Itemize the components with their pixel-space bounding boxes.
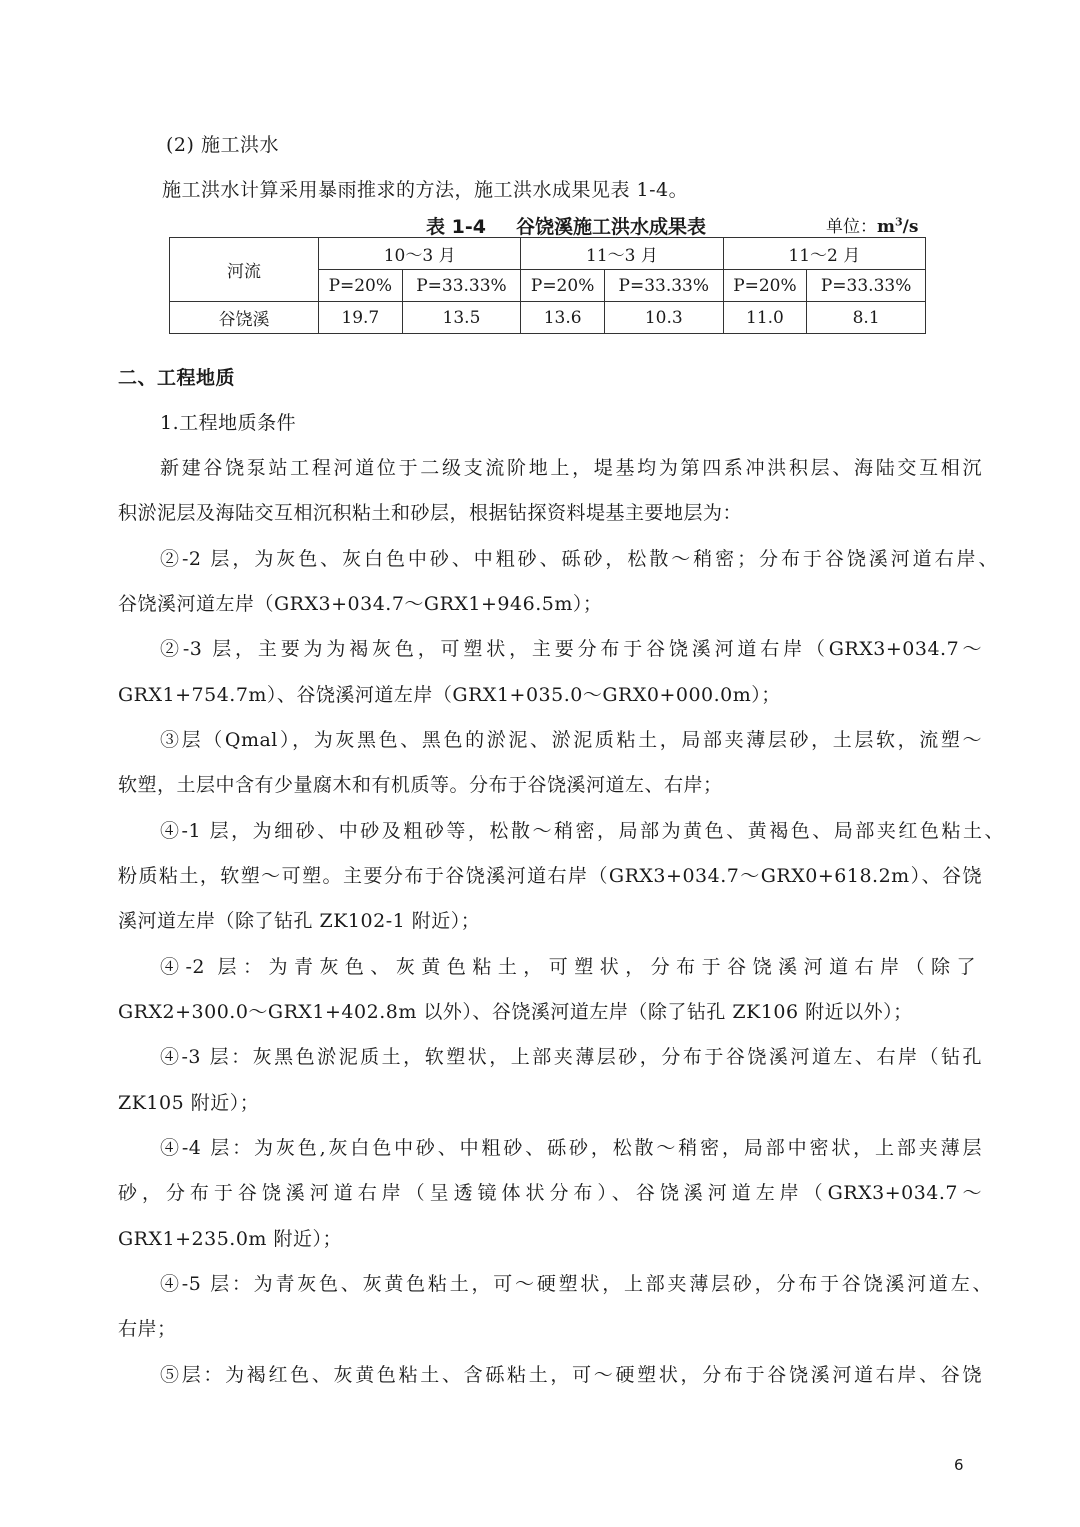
unit-value: m — [877, 217, 895, 237]
unit-sup: 3 — [895, 215, 903, 229]
flood-table — [169, 237, 926, 334]
flood-heading: (2) 施工洪水 — [166, 134, 279, 156]
value-cell: 8.1 — [807, 302, 926, 334]
frequency-header: P=20% — [723, 270, 807, 302]
value-cell: 19.7 — [319, 302, 403, 334]
river-header: 河流 — [170, 238, 319, 302]
flood-description: 施工洪水计算采用暴雨推求的方法，施工洪水成果见表 1-4。 — [162, 179, 689, 201]
body-line: ②-3 层，主要为为褐灰色，可塑状，主要分布于谷饶溪河道右岸（GRX3+034.7～ — [160, 638, 982, 660]
section-heading: 二、工程地质 — [118, 367, 236, 389]
body-line: 积淤泥层及海陆交互相沉积粘土和砂层，根据钻探资料堤基主要地层为： — [118, 502, 743, 524]
body-line: ③层（Qmal），为灰黑色、黑色的淤泥、淤泥质粘土，局部夹薄层砂，土层软，流塑～ — [160, 729, 982, 751]
body-line: GRX1+235.0m 附近）； — [118, 1228, 342, 1250]
period-header: 10～3 月 — [319, 238, 521, 270]
unit-label: 单位： — [826, 217, 877, 237]
unit-tail: /s — [902, 217, 919, 237]
body-line: ⑤层：为褐红色、灰黄色粘土、含砾粘土，可～硬塑状，分布于谷饶溪河道右岸、谷饶 — [160, 1364, 982, 1386]
body-line: 谷饶溪河道左岸（GRX3+034.7～GRX1+946.5m）； — [118, 593, 603, 615]
body-line: ④-1 层，为细砂、中砂及粗砂等，松散～稍密，局部为黄色、黄褐色、局部夹红色粘土、 — [160, 820, 1004, 842]
body-line: 砂，分布于谷饶溪河道右岸（呈透镜体状分布）、谷饶溪河道左岸（GRX3+034.7～ — [118, 1182, 982, 1204]
value-cell: 11.0 — [723, 302, 807, 334]
body-line: ④-2 层：为青灰色、灰黄色粘土，可塑状，分布于谷饶溪河道右岸（除了 — [160, 956, 976, 978]
body-line: ②-2 层，为灰色、灰白色中砂、中粗砂、砾砂，松散～稍密；分布于谷饶溪河道右岸、 — [160, 548, 998, 570]
frequency-header: P=33.33% — [807, 270, 926, 302]
table-title — [426, 212, 706, 239]
body-line: 新建谷饶泵站工程河道位于二级支流阶地上，堤基均为第四系冲洪积层、海陆交互相沉 — [160, 457, 982, 479]
value-cell: 13.5 — [402, 302, 521, 334]
body-line: ZK105 附近）； — [118, 1092, 260, 1114]
subsection-heading: 1.工程地质条件 — [160, 412, 297, 434]
table-title-text: 谷饶溪施工洪水成果表 — [515, 216, 706, 238]
body-line: GRX2+300.0～GRX1+402.8m 以外）、谷饶溪河道左岸（除了钻孔 ZK106 附近以外）； — [118, 1001, 913, 1023]
body-line: 软塑，土层中含有少量腐木和有机质等。分布于谷饶溪河道左、右岸； — [118, 774, 723, 796]
body-line: 右岸； — [118, 1318, 177, 1340]
table-unit — [826, 212, 918, 237]
period-header: 11～2 月 — [723, 238, 925, 270]
value-cell: 13.6 — [521, 302, 605, 334]
page-number: 6 — [954, 1456, 964, 1474]
table-number: 表 1-4 — [426, 216, 486, 238]
frequency-header: P=20% — [521, 270, 605, 302]
body-line: ④-5 层：为青灰色、灰黄色粘土，可～硬塑状，上部夹薄层砂，分布于谷饶溪河道左、 — [160, 1273, 992, 1295]
frequency-header: P=33.33% — [402, 270, 521, 302]
body-line: ④-3 层：灰黑色淤泥质土，软塑状，上部夹薄层砂，分布于谷饶溪河道左、右岸（钻孔 — [160, 1046, 982, 1068]
body-line: 粉质粘土，软塑～可塑。主要分布于谷饶溪河道右岸（GRX3+034.7～GRX0+618.2m）、谷饶 — [118, 865, 982, 887]
frequency-header: P=33.33% — [604, 270, 723, 302]
period-header: 11～3 月 — [521, 238, 723, 270]
frequency-header: P=20% — [319, 270, 403, 302]
body-line: 溪河道左岸（除了钻孔 ZK102-1 附近）； — [118, 910, 481, 932]
body-line: ④-4 层：为灰色,灰白色中砂、中粗砂、砾砂，松散～稍密，局部中密状，上部夹薄层 — [160, 1137, 982, 1159]
table-row — [170, 302, 926, 334]
value-cell: 10.3 — [604, 302, 723, 334]
river-name-cell: 谷饶溪 — [170, 302, 319, 334]
body-line: GRX1+754.7m）、谷饶溪河道左岸（GRX1+035.0～GRX0+000.0m）； — [118, 684, 781, 706]
